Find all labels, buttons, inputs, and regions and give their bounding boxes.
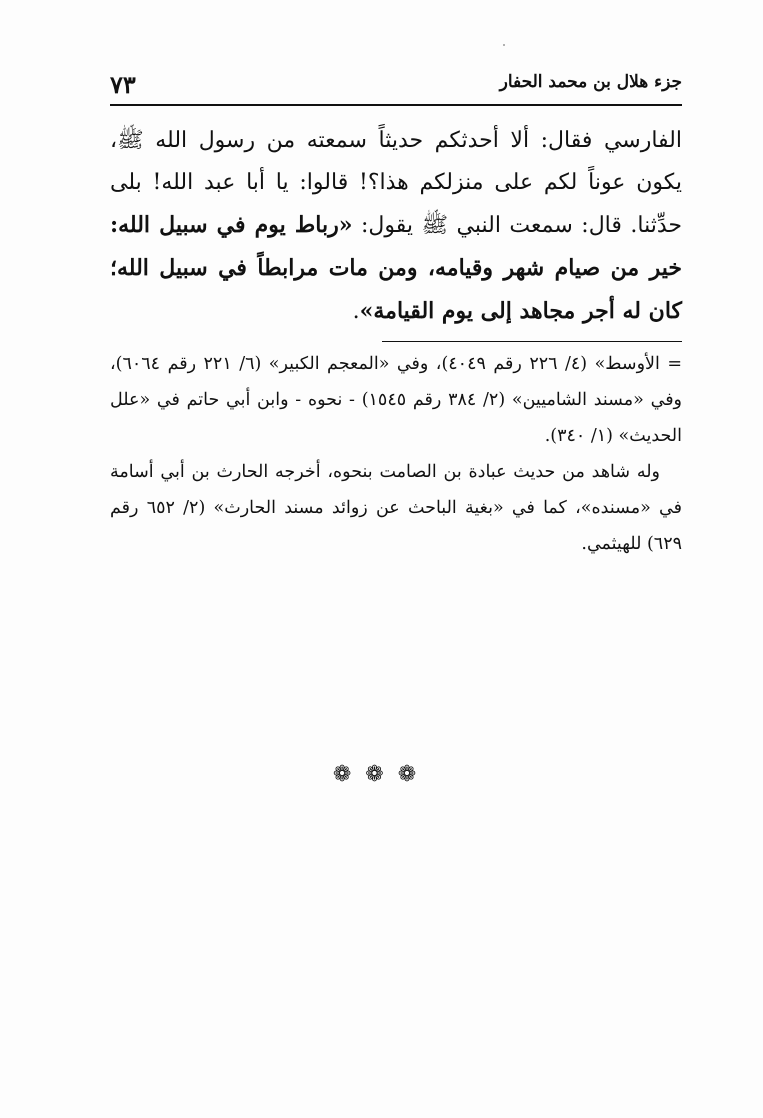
main-text xyxy=(110,120,682,333)
scan-speck xyxy=(503,44,505,46)
section-ornament: ❁❁❁ xyxy=(332,762,431,787)
footnote-separator xyxy=(382,341,682,342)
main-text-plain: الفارسي فقال: ألا أحدثكم حديثاً سمعته من رسول الله ﷺ، يكون عوناً لكم على منزلكم هذا؟! قالوا: يا أبا عبد الله! بلى حدِّثنا. قال: سمعت النبي ﷺ يقول: xyxy=(110,128,682,238)
footnotes xyxy=(110,346,682,562)
main-paragraph xyxy=(110,120,682,333)
page-number: ٧٣ xyxy=(110,70,136,99)
footnote-paragraph-2: وله شاهد من حديث عبادة بن الصامت بنحوه، أخرجه الحارث بن أبي أسامة في «مسنده»، كما في «بغية الباحث عن زوائد مسند الحارث» (٢/ ٦٥٢ رقم ٦٢٩) للهيثمي. xyxy=(110,462,682,554)
footnote-paragraph-1: = الأوسط» (٤/ ٢٢٦ رقم ٤٠٤٩)، وفي «المعجم الكبير» (٦/ ٢٢١ رقم ٦٠٦٤)، وفي «مسند الشاميين» (٢/ ٣٨٤ رقم ١٥٤٥) - نحوه - وابن أبي حاتم في «علل الحديث» (١/ ٣٤٠). xyxy=(110,354,683,446)
hadith-quote: «رباط يوم في سبيل الله: خير من صيام شهر وقيامه، ومن مات مرابطاً في سبيل الله؛ كان له أجر مجاهد إلى يوم القيامة» xyxy=(110,212,682,324)
page-header xyxy=(110,60,682,106)
running-title: جزء هلال بن محمد الحفار xyxy=(499,72,682,92)
main-text-end: . xyxy=(352,299,360,324)
